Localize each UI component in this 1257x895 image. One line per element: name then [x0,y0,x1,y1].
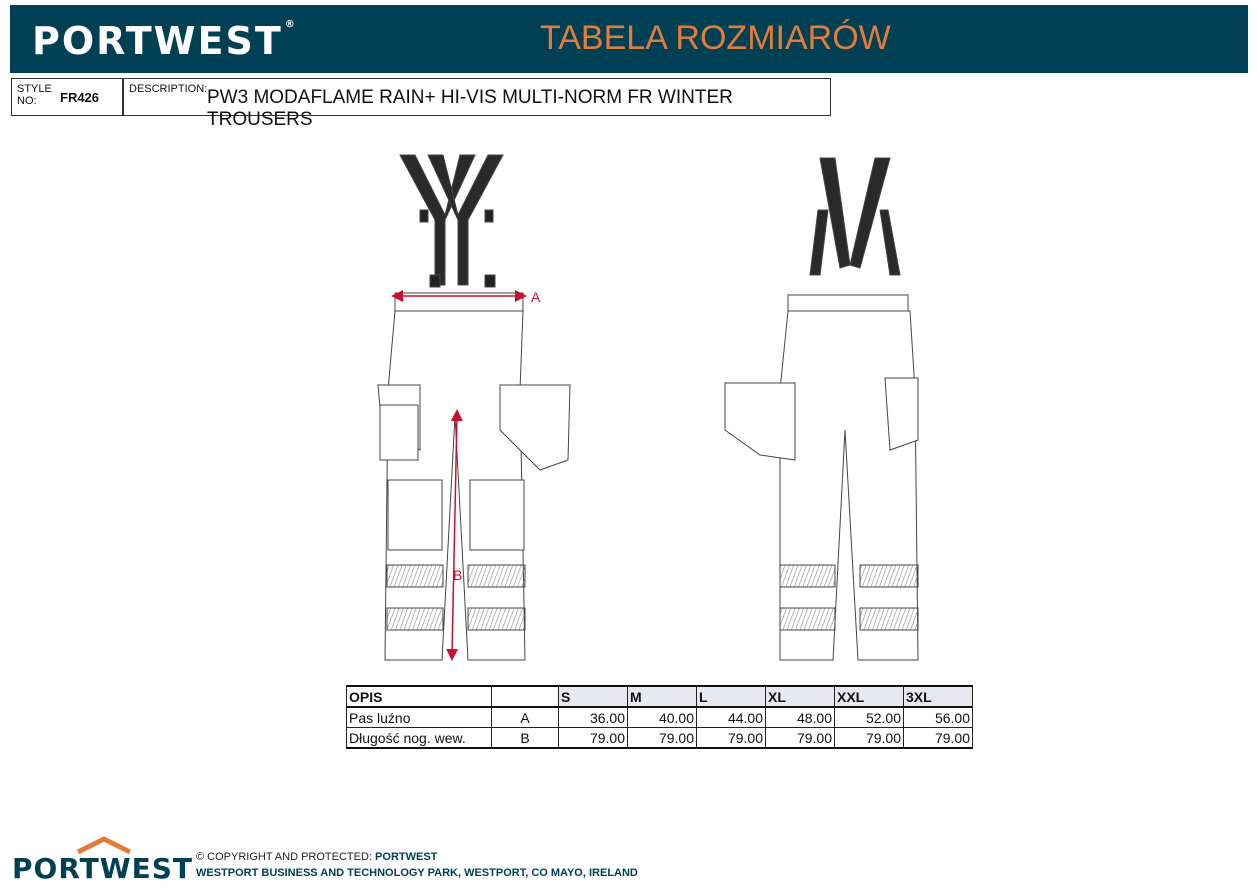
row-name: Długość nog. wew. [347,728,492,749]
header-cell: XXL [835,686,904,707]
row-code: A [492,707,559,728]
page-title: TABELA ROZMIARÓW [540,19,891,57]
cell: 48.00 [766,707,835,728]
header-cell: OPIS [347,686,492,707]
row-code: B [492,728,559,749]
style-box [11,78,123,116]
table-row [347,707,973,728]
header-cell: M [628,686,697,707]
row-name: Pas luźno [347,707,492,728]
table-header-row [347,686,973,707]
footer-brand-name: PORTWEST [12,852,194,885]
cell: 79.00 [697,728,766,749]
description-value: PW3 MODAFLAME RAIN+ HI-VIS MULTI-NORM FR WINTER TROUSERS [207,87,733,130]
cell: 79.00 [904,728,973,749]
description-label: DESCRIPTION: [129,83,208,95]
address-line: WESTPORT BUSINESS AND TECHNOLOGY PARK, WESTPORT, CO MAYO, IRELAND [196,867,638,879]
brand-logo: PORTWEST ® [32,19,297,63]
cell: 40.00 [628,707,697,728]
cell: 44.00 [697,707,766,728]
front-view [378,155,570,660]
copyright-line: © COPYRIGHT AND PROTECTED: PORTWEST [196,851,438,863]
measure-b-label: B [453,567,463,583]
description-box [123,78,831,130]
style-number: FR426 [60,90,100,105]
cell: 56.00 [904,707,973,728]
measure-a-label: A [531,289,541,305]
cell: 36.00 [559,707,628,728]
header-cell: 3XL [904,686,973,707]
header-cell [492,686,559,707]
cell: 52.00 [835,707,904,728]
trousers-technical-drawing [340,150,940,670]
cell: 79.00 [628,728,697,749]
cell: 79.00 [835,728,904,749]
header-bar [10,5,1248,73]
back-view [725,158,918,660]
table-row [347,728,973,749]
size-table [346,685,973,749]
header-cell: L [697,686,766,707]
header-cell: XL [766,686,835,707]
style-label: STYLE NO: [17,83,52,107]
cell: 79.00 [559,728,628,749]
header-cell: S [559,686,628,707]
cell: 79.00 [766,728,835,749]
